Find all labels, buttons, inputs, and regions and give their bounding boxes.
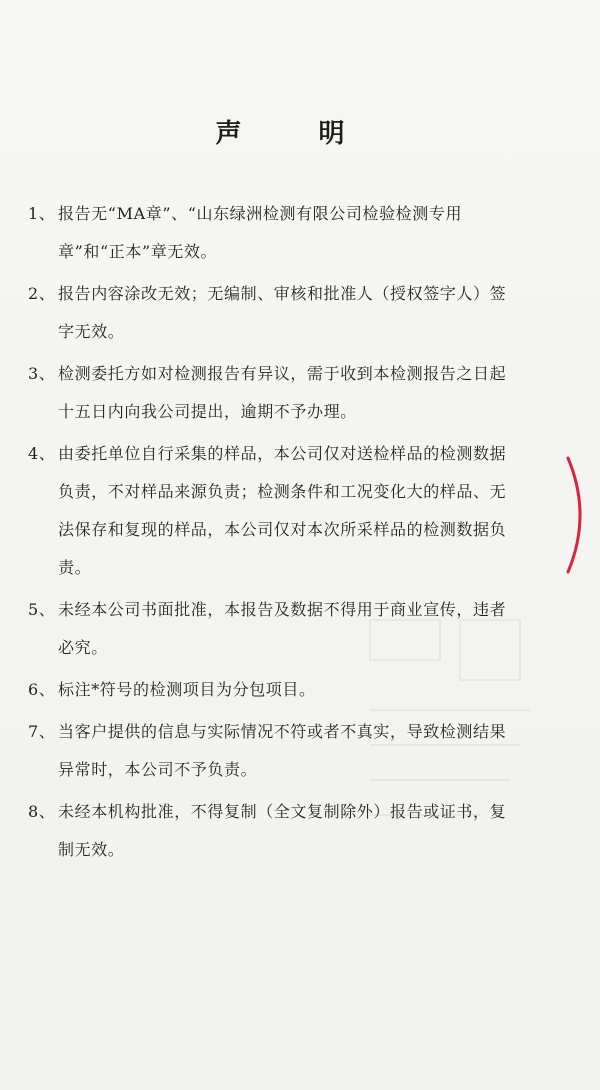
clause-number: 6、 (28, 680, 56, 699)
clause-item (28, 195, 518, 271)
clause-number: 8、 (28, 802, 56, 821)
clause-number: 7、 (28, 722, 56, 741)
clause-item (28, 435, 518, 587)
clause-text: 报告无“MA章”、“山东绿洲检测有限公司检验检测专用章”和“正本”章无效。 (58, 204, 463, 261)
clause-text: 未经本机构批准，不得复制（全文复制除外）报告或证书，复制无效。 (58, 802, 507, 859)
clause-number: 5、 (28, 600, 56, 619)
clause-text: 检测委托方如对检测报告有异议，需于收到本检测报告之日起十五日内向我公司提出，逾期不予办理。 (58, 364, 507, 421)
seal-arc (560, 450, 600, 580)
clause-number: 3、 (28, 364, 56, 383)
clause-text: 未经本公司书面批准，本报告及数据不得用于商业宣传，违者必究。 (58, 600, 507, 657)
clause-number: 4、 (28, 444, 56, 463)
clause-text: 当客户提供的信息与实际情况不符或者不真实，导致检测结果异常时，本公司不予负责。 (58, 722, 507, 779)
clause-item (28, 355, 518, 431)
watermark-shape (360, 610, 540, 840)
clause-text: 由委托单位自行采集的样品，本公司仅对送检样品的检测数据负责，不对样品来源负责；检测条件和工况变化大的样品、无法保存和复现的样品，本公司仅对本次所采样品的检测数据负责。 (58, 444, 507, 577)
clause-text: 标注*符号的检测项目为分包项目。 (58, 680, 316, 699)
clause-number: 2、 (28, 284, 56, 303)
page-title: 声 明 (215, 119, 379, 149)
clause-number: 1、 (28, 204, 56, 223)
clause-item (28, 275, 518, 351)
clause-text: 报告内容涂改无效；无编制、审核和批准人（授权签字人）签字无效。 (58, 284, 507, 341)
